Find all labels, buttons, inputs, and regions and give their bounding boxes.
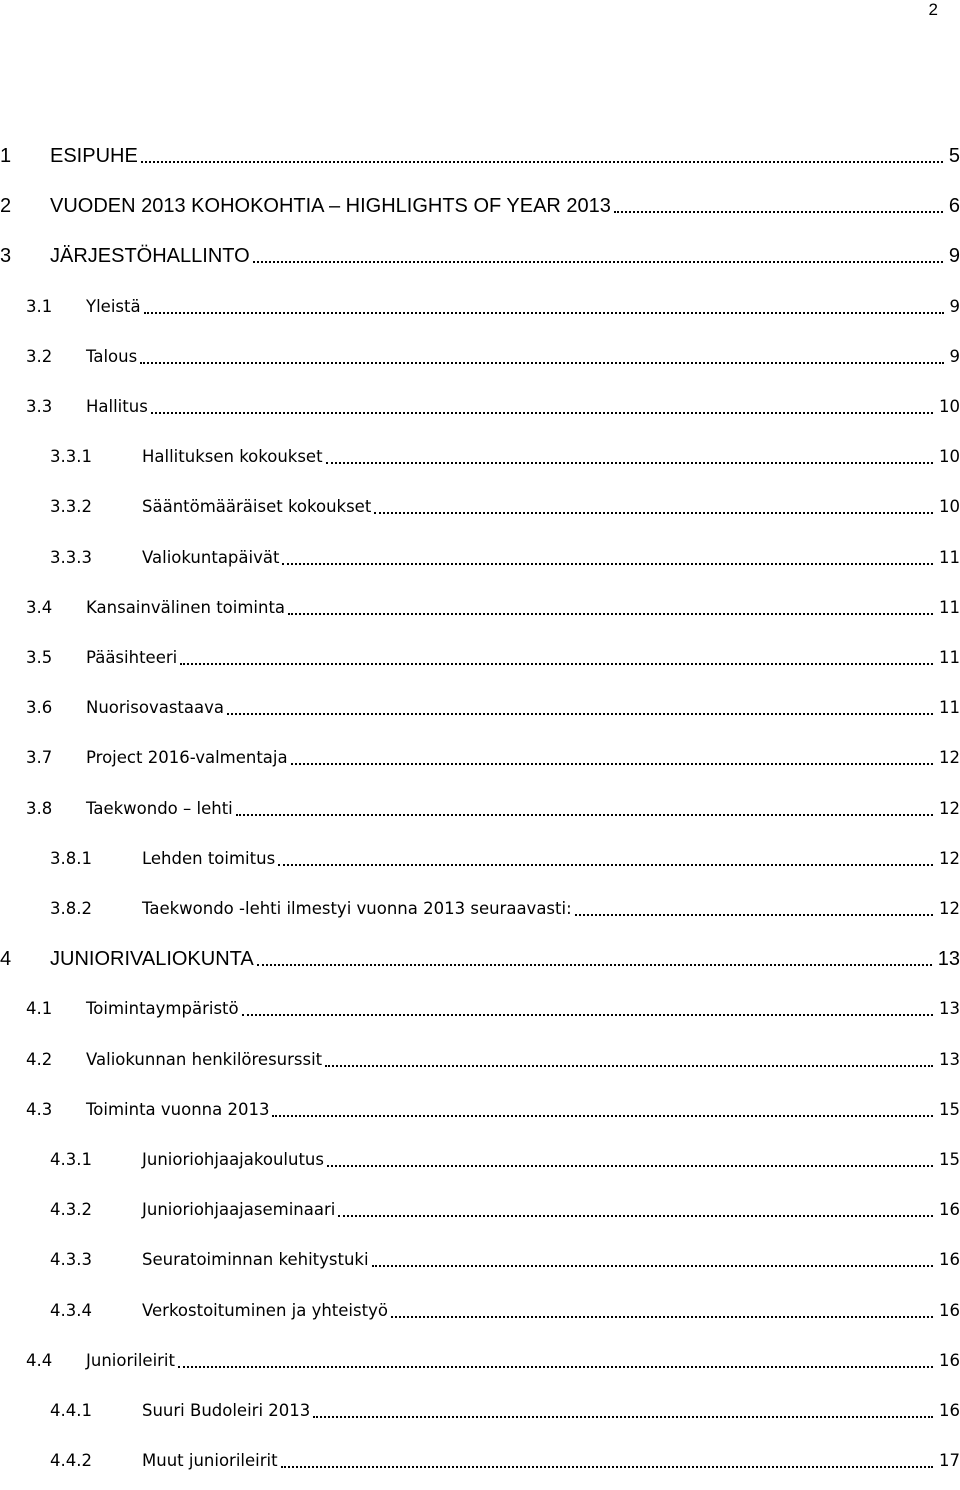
toc-entry-number: 3.8.2 bbox=[50, 895, 92, 923]
toc-entry-title: Kansainvälinen toiminta bbox=[86, 594, 285, 622]
toc-dot-leader bbox=[242, 988, 933, 1016]
toc-entry[interactable] bbox=[0, 744, 960, 772]
toc-dot-leader bbox=[288, 587, 933, 615]
toc-dot-leader bbox=[374, 486, 933, 514]
toc-entry-page: 6 bbox=[947, 192, 960, 220]
toc-entry[interactable] bbox=[0, 1297, 960, 1325]
toc-entry-number: 3.3.1 bbox=[50, 443, 92, 471]
toc-dot-leader bbox=[391, 1290, 933, 1318]
toc-entry-number: 2 bbox=[0, 192, 11, 220]
toc-entry-title: ESIPUHE bbox=[50, 142, 138, 170]
page-number: 2 bbox=[928, 0, 938, 19]
toc-entry-number: 4.3.3 bbox=[50, 1246, 92, 1274]
toc-entry[interactable] bbox=[0, 644, 960, 672]
toc-entry-page: 16 bbox=[937, 1297, 960, 1325]
toc-entry-title: Seuratoiminnan kehitystuki bbox=[142, 1246, 369, 1274]
toc-dot-leader bbox=[178, 1340, 933, 1368]
toc-dot-leader bbox=[325, 1039, 933, 1067]
toc-entry-page: 12 bbox=[937, 795, 960, 823]
toc-entry-number: 4.3.4 bbox=[50, 1297, 92, 1325]
toc-dot-leader bbox=[327, 1139, 933, 1167]
toc-dot-leader bbox=[282, 537, 933, 565]
toc-entry-title: Taekwondo – lehti bbox=[86, 795, 233, 823]
toc-dot-leader bbox=[338, 1189, 933, 1217]
toc-entry-number: 4 bbox=[0, 945, 11, 973]
toc-dot-leader bbox=[281, 1440, 933, 1468]
toc-entry[interactable] bbox=[0, 1046, 960, 1074]
toc-entry[interactable] bbox=[0, 1397, 960, 1425]
toc-entry-page: 12 bbox=[937, 744, 960, 772]
toc-entry[interactable] bbox=[0, 343, 960, 371]
toc-entry-title: Suuri Budoleiri 2013 bbox=[142, 1397, 310, 1425]
toc-entry[interactable] bbox=[0, 544, 960, 572]
toc-entry-title: Pääsihteeri bbox=[86, 644, 177, 672]
toc-entry-page: 9 bbox=[947, 242, 960, 270]
toc-entry-number: 4.3 bbox=[26, 1096, 52, 1124]
toc-dot-leader bbox=[326, 436, 933, 464]
toc-entry-title: Juniorileirit bbox=[86, 1347, 175, 1375]
toc-entry-number: 3.8 bbox=[26, 795, 52, 823]
toc-entry[interactable] bbox=[0, 1196, 960, 1224]
toc-dot-leader bbox=[144, 286, 944, 314]
toc-dot-leader bbox=[291, 737, 933, 765]
toc-entry-title: JÄRJESTÖHALLINTO bbox=[50, 242, 250, 270]
toc-entry[interactable] bbox=[0, 493, 960, 521]
toc-entry[interactable] bbox=[0, 694, 960, 722]
toc-dot-leader bbox=[141, 135, 943, 163]
toc-entry-page: 13 bbox=[937, 1046, 960, 1074]
toc-entry-page: 13 bbox=[937, 995, 960, 1023]
toc-entry-title: Valiokuntapäivät bbox=[142, 544, 279, 572]
toc-entry-title: Junioriohjaajakoulutus bbox=[142, 1146, 324, 1174]
toc-entry-page: 12 bbox=[937, 845, 960, 873]
toc-entry[interactable] bbox=[0, 1096, 960, 1124]
toc-dot-leader bbox=[180, 637, 933, 665]
toc-entry-number: 4.3.1 bbox=[50, 1146, 92, 1174]
toc-dot-leader bbox=[313, 1390, 933, 1418]
toc-entry-title: Valiokunnan henkilöresurssit bbox=[86, 1046, 322, 1074]
toc-entry-title: Toiminta vuonna 2013 bbox=[86, 1096, 269, 1124]
toc-entry[interactable] bbox=[0, 242, 960, 270]
toc-entry-title: Project 2016-valmentaja bbox=[86, 744, 288, 772]
toc-entry-number: 3.3 bbox=[26, 393, 52, 421]
toc-entry[interactable] bbox=[0, 443, 960, 471]
toc-entry-title: Junioriohjaajaseminaari bbox=[142, 1196, 335, 1224]
toc-entry-number: 4.4.2 bbox=[50, 1447, 92, 1475]
toc-entry-number: 1 bbox=[0, 142, 11, 170]
toc-entry-page: 11 bbox=[937, 544, 960, 572]
toc-entry[interactable] bbox=[0, 293, 960, 321]
toc-entry-page: 11 bbox=[937, 694, 960, 722]
toc-entry-title: Toimintaympäristö bbox=[86, 995, 239, 1023]
toc-entry-title: VUODEN 2013 KOHOKOHTIA – HIGHLIGHTS OF YEAR 2013 bbox=[50, 192, 611, 220]
toc-entry-page: 16 bbox=[937, 1347, 960, 1375]
toc-entry-number: 3.2 bbox=[26, 343, 52, 371]
toc-entry-number: 4.2 bbox=[26, 1046, 52, 1074]
toc-dot-leader bbox=[151, 386, 933, 414]
toc-dot-leader bbox=[253, 235, 943, 263]
toc-entry-page: 13 bbox=[936, 945, 960, 973]
toc-entry[interactable] bbox=[0, 393, 960, 421]
toc-entry-page: 5 bbox=[947, 142, 960, 170]
toc-dot-leader bbox=[372, 1239, 933, 1267]
toc-entry[interactable] bbox=[0, 594, 960, 622]
toc-entry[interactable] bbox=[0, 1447, 960, 1475]
toc-entry-page: 11 bbox=[937, 644, 960, 672]
toc-entry-number: 4.1 bbox=[26, 995, 52, 1023]
toc-entry-title: Talous bbox=[86, 343, 137, 371]
toc-entry-title: Hallituksen kokoukset bbox=[142, 443, 323, 471]
toc-entry-title: Taekwondo -lehti ilmestyi vuonna 2013 seuraavasti: bbox=[142, 895, 572, 923]
toc-entry-number: 3.3.3 bbox=[50, 544, 92, 572]
toc-entry-page: 16 bbox=[937, 1196, 960, 1224]
toc-entry-number: 3.5 bbox=[26, 644, 52, 672]
toc-dot-leader bbox=[236, 788, 933, 816]
toc-dot-leader bbox=[575, 888, 933, 916]
toc-entry-title: Lehden toimitus bbox=[142, 845, 275, 873]
toc-dot-leader bbox=[257, 938, 932, 966]
toc-dot-leader bbox=[272, 1089, 933, 1117]
toc-entry-page: 16 bbox=[937, 1397, 960, 1425]
toc-entry-number: 3 bbox=[0, 242, 11, 270]
toc-entry-number: 4.4 bbox=[26, 1347, 52, 1375]
toc-entry[interactable] bbox=[0, 895, 960, 923]
toc-entry-number: 4.3.2 bbox=[50, 1196, 92, 1224]
toc-entry-number: 4.4.1 bbox=[50, 1397, 92, 1425]
toc-entry-title: Nuorisovastaava bbox=[86, 694, 224, 722]
toc-entry-number: 3.8.1 bbox=[50, 845, 92, 873]
toc-entry-page: 10 bbox=[937, 493, 960, 521]
toc-entry[interactable] bbox=[0, 1246, 960, 1274]
toc-entry-number: 3.3.2 bbox=[50, 493, 92, 521]
toc-entry[interactable] bbox=[0, 795, 960, 823]
toc-entry-title: JUNIORIVALIOKUNTA bbox=[50, 945, 254, 973]
toc-entry-number: 3.6 bbox=[26, 694, 52, 722]
toc-entry-title: Yleistä bbox=[86, 293, 141, 321]
toc-entry[interactable] bbox=[0, 995, 960, 1023]
toc-entry-number: 3.7 bbox=[26, 744, 52, 772]
toc-dot-leader bbox=[227, 687, 933, 715]
toc-entry-page: 9 bbox=[948, 343, 960, 371]
toc-entry[interactable] bbox=[0, 142, 960, 170]
toc-entry-page: 16 bbox=[937, 1246, 960, 1274]
toc-entry[interactable] bbox=[0, 192, 960, 220]
toc-entry-page: 11 bbox=[937, 594, 960, 622]
toc-entry-page: 10 bbox=[937, 443, 960, 471]
toc-entry[interactable] bbox=[0, 945, 960, 973]
toc-entry-title: Sääntömääräiset kokoukset bbox=[142, 493, 371, 521]
toc-entry[interactable] bbox=[0, 845, 960, 873]
toc-entry-title: Hallitus bbox=[86, 393, 148, 421]
toc-entry-page: 15 bbox=[937, 1146, 960, 1174]
toc-dot-leader bbox=[614, 185, 943, 213]
toc-entry[interactable] bbox=[0, 1146, 960, 1174]
toc-entry-page: 17 bbox=[937, 1447, 960, 1475]
toc-dot-leader bbox=[278, 838, 933, 866]
toc-entry-number: 3.4 bbox=[26, 594, 52, 622]
toc-entry[interactable] bbox=[0, 1347, 960, 1375]
toc-entry-title: Verkostoituminen ja yhteistyö bbox=[142, 1297, 388, 1325]
toc-dot-leader bbox=[140, 336, 944, 364]
toc-entry-page: 10 bbox=[937, 393, 960, 421]
toc-entry-title: Muut juniorileirit bbox=[142, 1447, 278, 1475]
toc-entry-number: 3.1 bbox=[26, 293, 52, 321]
toc-entry-page: 15 bbox=[937, 1096, 960, 1124]
toc-entry-page: 9 bbox=[948, 293, 960, 321]
toc-entry-page: 12 bbox=[937, 895, 960, 923]
